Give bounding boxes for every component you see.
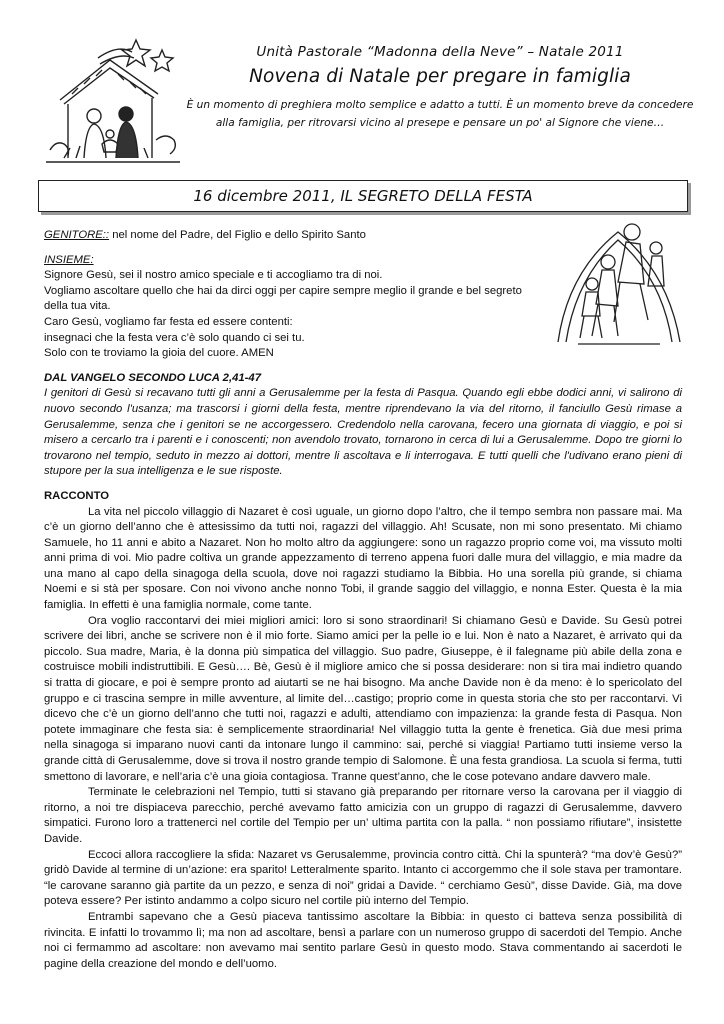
insieme-line: Solo con te troviamo la gioia del cuore. AMEN bbox=[44, 347, 274, 360]
insieme-section bbox=[44, 253, 544, 362]
genitore-label: GENITORE:: bbox=[44, 229, 110, 241]
vangelo-text: I genitori di Gesù si recavano tutti gli anni a Gerusalemme per la festa di Pasqua. Quando egli ebbe dodici anni, vi salirono di nuovo secondo l'usanza; ma trascorsi i giorni della festa, mentre riprendevano la via del ritorno, il fanciullo Gesù rimase a Gerusalemme, senza che i genitori se ne accorgessero. Credendolo nella carovana, fecero una giornata di viaggio, e poi si misero a cercarlo tra i parenti e i conoscenti; non avendolo trovato, tornarono in cerca di lui a Gerusalemme. Dopo tre giorni lo trovarono nel tempio, seduto in mezzo ai dottori, mentre li ascoltava e li interrogava. E tutti quelli che l'udivano erano pieni di stupore per la sua intelligenza e le sue risposte. bbox=[44, 387, 682, 478]
insieme-line: Vogliamo ascoltare quello che hai da dirci oggi per capire sempre meglio il grande e bel segreto bbox=[44, 284, 522, 297]
racconto-section bbox=[44, 489, 682, 972]
header-title: Novena di Natale per pregare in famiglia bbox=[249, 66, 631, 87]
genitore-text: nel nome del Padre, del Figlio e dello Spirito Santo bbox=[109, 229, 366, 241]
document-body bbox=[44, 228, 682, 972]
nativity-scene-icon bbox=[40, 30, 190, 170]
racconto-paragraph: Ora voglio raccontarvi dei miei migliori amici: loro si sono straordinari! Si chiamano Gesù e Davide. Su Gesù potrei scrivere dei libri, anche se scrivere non è il mio forte. Siamo amici per la pelle io e lui. Non è nato a Nazaret, è arrivato qui da piccolo. Sua madre, Maria, è la donna più simpatica del villaggio. Suo padre, Giuseppe, è il falegname più abile della zona e costruisce mobili indistruttibili. E Gesù…. Bè, Gesù è il migliore amico che si possa desiderare: non si tira mai indietro quando si tratta di giocare, e poi è sempre pronto ad aiutarti se ne hai bisogno. Ma anche Davide non è da meno: è lo spericolato del gruppo e ci trascina sempre in mille avventure, al limite del…castigo; proprio come in questa storia che sto per raccontarvi. Vi dicevo che c’è un giorno dell’anno che tutti noi, ragazzi e adulti, attendiamo con impazienza: la grande festa di Pasqua. Non potete immaginare che festa sia: è semplicemente straordinaria! Nel villaggio tutta la gente è frenetica. Già due mesi prima nella sinagoga si imparano nuovi canti da intonare lungo il cammino: sai, perché si viaggia! Partiamo tutti insieme verso la grande città di Gerusalemme, dove si trova il nostro grande tempio di Salomone. È una festa grandiosa. La scuola si ferma, tutti smettono di lavorare, e nell’aria c’è una gioia contagiosa. Tranne quest’anno, che le cose potevano andare davvero male. bbox=[44, 614, 682, 783]
racconto-title: RACCONTO bbox=[44, 489, 110, 502]
header-subtitle: Unità Pastorale “Madonna della Neve” – Natale 2011 bbox=[256, 44, 624, 60]
racconto-paragraph: Entrambi sapevano che a Gesù piaceva tantissimo ascoltare la Bibbia: in questo ci batteva senza possibilità di rivincita. E infatti lo trovammo lì; ma non ad ascoltare, bensì a parlare con un numeroso gruppo di sacerdoti del Tempio. Anche noi ci fermammo ad ascoltare: non avevamo mai sentito parlare Gesù in questo modo. Stava commentando ai sacerdoti le pagine della creazione del mondo e dell’uomo. bbox=[44, 910, 682, 970]
vangelo-section bbox=[44, 371, 682, 480]
insieme-line: della tua vita. bbox=[44, 300, 111, 313]
racconto-paragraph: La vita nel piccolo villaggio di Nazaret è così uguale, un giorno dopo l’altro, che il tempo sembra non passare mai. Ma c’è un giorno dell’anno che è attesissimo da tutti noi, ragazzi del villaggio. Ah! Scusate, non mi sono presentato. Mi chiamo Samuele, ho 11 anni e abito a Nazaret. Non ho molto altro da aggiungere: sono un ragazzo proprio come voi, ma vissuto molti anni prima di voi. Mio padre coltiva un grande appezzamento di terreno appena fuori dalle mura del villaggio, e mia madre da una mano al capo della sinagoga della scuola, dove noi ragazzi studiamo la Bibbia. Ho una sorella più grande, si chiama Noemi e si stà per sposare. Con noi vivono anche nonno Tobi, il grande saggio del villaggio, e nonna Ester. Questa è la mia famiglia. In effetti è una famiglia normale, come tante. bbox=[44, 505, 682, 612]
insieme-line: Signore Gesù, sei il nostro amico speciale e ti accogliamo tra di noi. bbox=[44, 269, 383, 282]
header-description: È un momento di preghiera molto semplice e adatto a tutti. È un momento breve da concedere alla famiglia, per ritrovarsi vicino al presepe e pensare un po' al Signore che viene… bbox=[186, 99, 694, 129]
insieme-label: INSIEME: bbox=[44, 253, 94, 266]
insieme-line: Caro Gesù, vogliamo far festa ed essere contenti: bbox=[44, 315, 293, 328]
racconto-paragraph: Terminate le celebrazioni nel Tempio, tutti si stavano già preparando per ritornare verso la carovana per il viaggio di ritorno, a noi tre dispiaceva parecchio, perché avevamo fatto amicizia con un gruppo di ragazzi di Gerusalemme, davvero simpatici. Furono loro a trattenerci nel cortile del Tempio per un’ ultima partita con la palla. “ non possiamo rifiutare”, insistette Davide. bbox=[44, 786, 682, 845]
vangelo-title: DAL VANGELO SECONDO LUCA 2,41-47 bbox=[44, 371, 261, 384]
day-title-box bbox=[38, 180, 688, 212]
day-title: 16 dicembre 2011, IL SEGRETO DELLA FESTA bbox=[193, 187, 533, 205]
racconto-paragraph: Eccoci allora raccogliere la sfida: Nazaret vs Gerusalemme, provincia contro città. Chi la spunterà? “ma dov’è Gesù?” gridò Davide al termine di un’azione: era sparito! Letteralmente sparito. Intanto ci accorgemmo che il sole stava per tramontare. “le carovane saranno già partite da un pezzo, e senza di noi” gridai a Davide. “ cerchiamo Gesù”, disse Davide. Già, ma dove poteva essere? Per istinto andammo a colpo sicuro nel cortile più interno del Tempio. bbox=[44, 848, 682, 908]
genitore-section bbox=[44, 228, 544, 244]
insieme-line: insegnaci che la festa vera c’è solo quando ci sei tu. bbox=[44, 331, 305, 344]
